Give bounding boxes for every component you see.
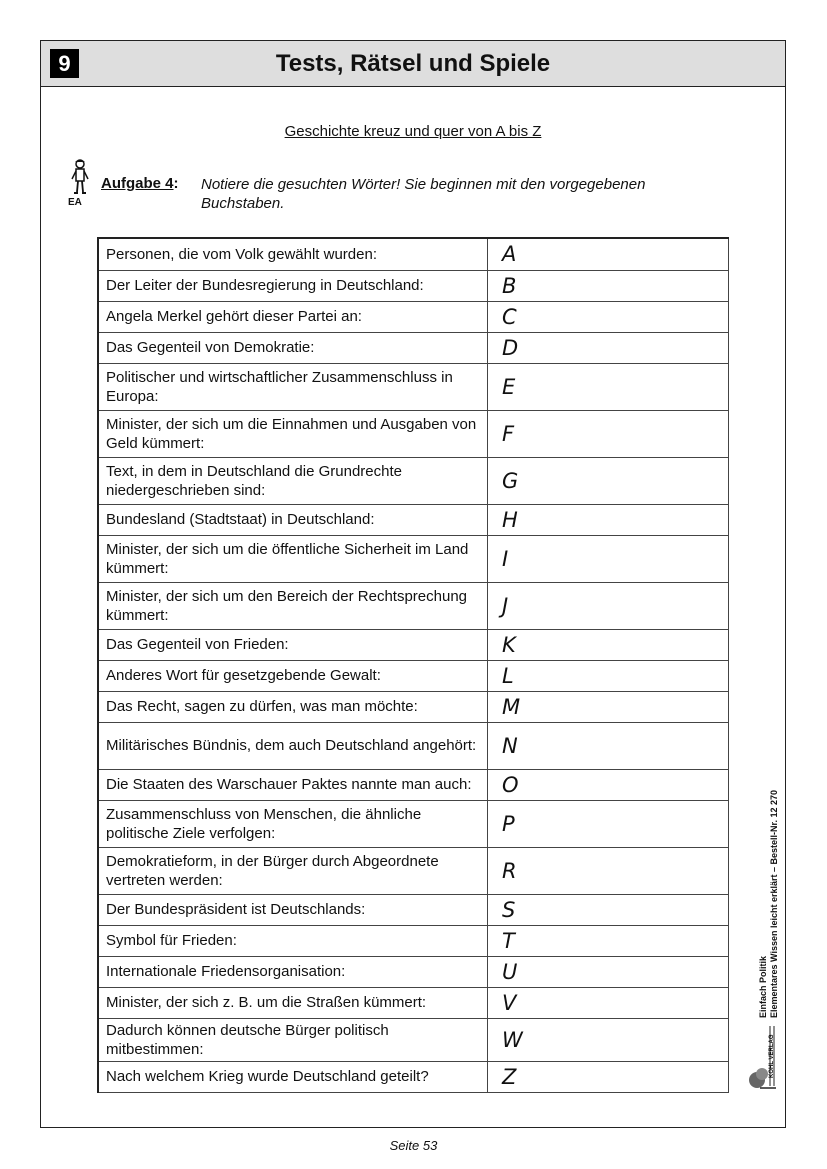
table-row xyxy=(98,847,729,894)
answer-cell[interactable]: A xyxy=(488,238,729,270)
table-row xyxy=(98,238,729,270)
table-row xyxy=(98,504,729,535)
answer-cell[interactable]: C xyxy=(488,301,729,332)
table-row xyxy=(98,582,729,629)
answer-cell[interactable]: D xyxy=(488,332,729,363)
answer-cell[interactable]: L xyxy=(488,660,729,691)
question-cell: Minister, der sich z. B. um die Straßen kümmert: xyxy=(98,987,488,1018)
table-row xyxy=(98,301,729,332)
chapter-number: 9 xyxy=(50,49,79,78)
question-cell: Internationale Friedensorganisation: xyxy=(98,956,488,987)
question-cell: Minister, der sich um den Bereich der Rechtsprechung kümmert: xyxy=(98,582,488,629)
question-cell: Das Gegenteil von Demokratie: xyxy=(98,332,488,363)
side-imprint-line1: Einfach Politik xyxy=(758,955,768,1018)
table-row xyxy=(98,535,729,582)
page-title: Tests, Rätsel und Spiele xyxy=(275,50,551,77)
question-cell: Bundesland (Stadtstaat) in Deutschland: xyxy=(98,504,488,535)
question-cell: Der Leiter der Bundesregierung in Deutschland: xyxy=(98,270,488,301)
answer-cell[interactable]: B xyxy=(488,270,729,301)
table-row xyxy=(98,1018,729,1061)
table-row xyxy=(98,457,729,504)
table-row xyxy=(98,894,729,925)
table-row xyxy=(98,769,729,800)
table-row xyxy=(98,629,729,660)
task-instruction: Notiere die gesuchten Wörter! Sie beginnen mit den vorgegebenen Buchstaben. xyxy=(201,176,646,212)
table-row xyxy=(98,956,729,987)
worksheet-subtitle: Geschichte kreuz und quer von A bis Z xyxy=(284,123,542,140)
page-number: Seite 53 xyxy=(389,1138,438,1153)
publisher-name: KOHL VERLAG xyxy=(769,1034,775,1078)
table-row xyxy=(98,410,729,457)
answer-cell[interactable]: U xyxy=(488,956,729,987)
answer-cell[interactable]: S xyxy=(488,894,729,925)
answer-cell[interactable]: M xyxy=(488,691,729,722)
answer-cell[interactable]: W xyxy=(488,1018,729,1061)
question-cell: Militärisches Bündnis, dem auch Deutschland angehört: xyxy=(98,722,488,769)
question-cell: Der Bundespräsident ist Deutschlands: xyxy=(98,894,488,925)
question-cell: Demokratieform, in der Bürger durch Abgeordnete vertreten werden: xyxy=(98,847,488,894)
answer-cell[interactable]: G xyxy=(488,457,729,504)
side-imprint xyxy=(758,790,780,1018)
question-cell: Minister, der sich um die öffentliche Sicherheit im Land kümmert: xyxy=(98,535,488,582)
question-cell: Personen, die vom Volk gewählt wurden: xyxy=(98,238,488,270)
worksheet-frame xyxy=(40,40,786,1128)
question-cell: Angela Merkel gehört dieser Partei an: xyxy=(98,301,488,332)
question-cell: Die Staaten des Warschauer Paktes nannte man auch: xyxy=(98,769,488,800)
answer-cell[interactable]: K xyxy=(488,629,729,660)
table-row xyxy=(98,363,729,410)
answer-cell[interactable]: I xyxy=(488,535,729,582)
header-bar xyxy=(41,41,785,87)
table-row xyxy=(98,270,729,301)
task-label-colon: : xyxy=(173,175,179,192)
question-cell: Nach welchem Krieg wurde Deutschland geteilt? xyxy=(98,1061,488,1092)
task-badge: EA xyxy=(68,197,82,208)
answer-cell[interactable]: N xyxy=(488,722,729,769)
answer-cell[interactable]: O xyxy=(488,769,729,800)
answer-cell[interactable]: J xyxy=(488,582,729,629)
side-imprint-line2: Elementares Wissen leicht erklärt – Bestell-Nr. 12 270 xyxy=(769,789,779,1018)
table-row xyxy=(98,1061,729,1092)
table-row xyxy=(98,691,729,722)
quiz-table xyxy=(97,237,729,1093)
question-cell: Dadurch können deutsche Bürger politisch mitbestimmen: xyxy=(98,1018,488,1061)
table-row xyxy=(98,660,729,691)
question-cell: Minister, der sich um die Einnahmen und Ausgaben von Geld kümmert: xyxy=(98,410,488,457)
task-label-text: Aufgabe 4 xyxy=(101,175,174,192)
answer-cell[interactable]: R xyxy=(488,847,729,894)
publisher-logo xyxy=(748,1022,780,1092)
answer-cell[interactable]: H xyxy=(488,504,729,535)
question-cell: Anderes Wort für gesetzgebende Gewalt: xyxy=(98,660,488,691)
question-cell: Symbol für Frieden: xyxy=(98,925,488,956)
question-cell: Zusammenschluss von Menschen, die ähnliche politische Ziele verfolgen: xyxy=(98,800,488,847)
answer-cell[interactable]: P xyxy=(488,800,729,847)
person-icon xyxy=(69,159,91,195)
table-row xyxy=(98,925,729,956)
answer-cell[interactable]: F xyxy=(488,410,729,457)
table-row xyxy=(98,332,729,363)
question-cell: Text, in dem in Deutschland die Grundrechte niedergeschrieben sind: xyxy=(98,457,488,504)
task-label xyxy=(101,175,179,192)
question-cell: Politischer und wirtschaftlicher Zusammenschluss in Europa: xyxy=(98,363,488,410)
answer-cell[interactable]: T xyxy=(488,925,729,956)
answer-cell[interactable]: E xyxy=(488,363,729,410)
answer-cell[interactable]: Z xyxy=(488,1061,729,1092)
answer-cell[interactable]: V xyxy=(488,987,729,1018)
table-row xyxy=(98,722,729,769)
table-row xyxy=(98,800,729,847)
question-cell: Das Gegenteil von Frieden: xyxy=(98,629,488,660)
table-row xyxy=(98,987,729,1018)
question-cell: Das Recht, sagen zu dürfen, was man möchte: xyxy=(98,691,488,722)
